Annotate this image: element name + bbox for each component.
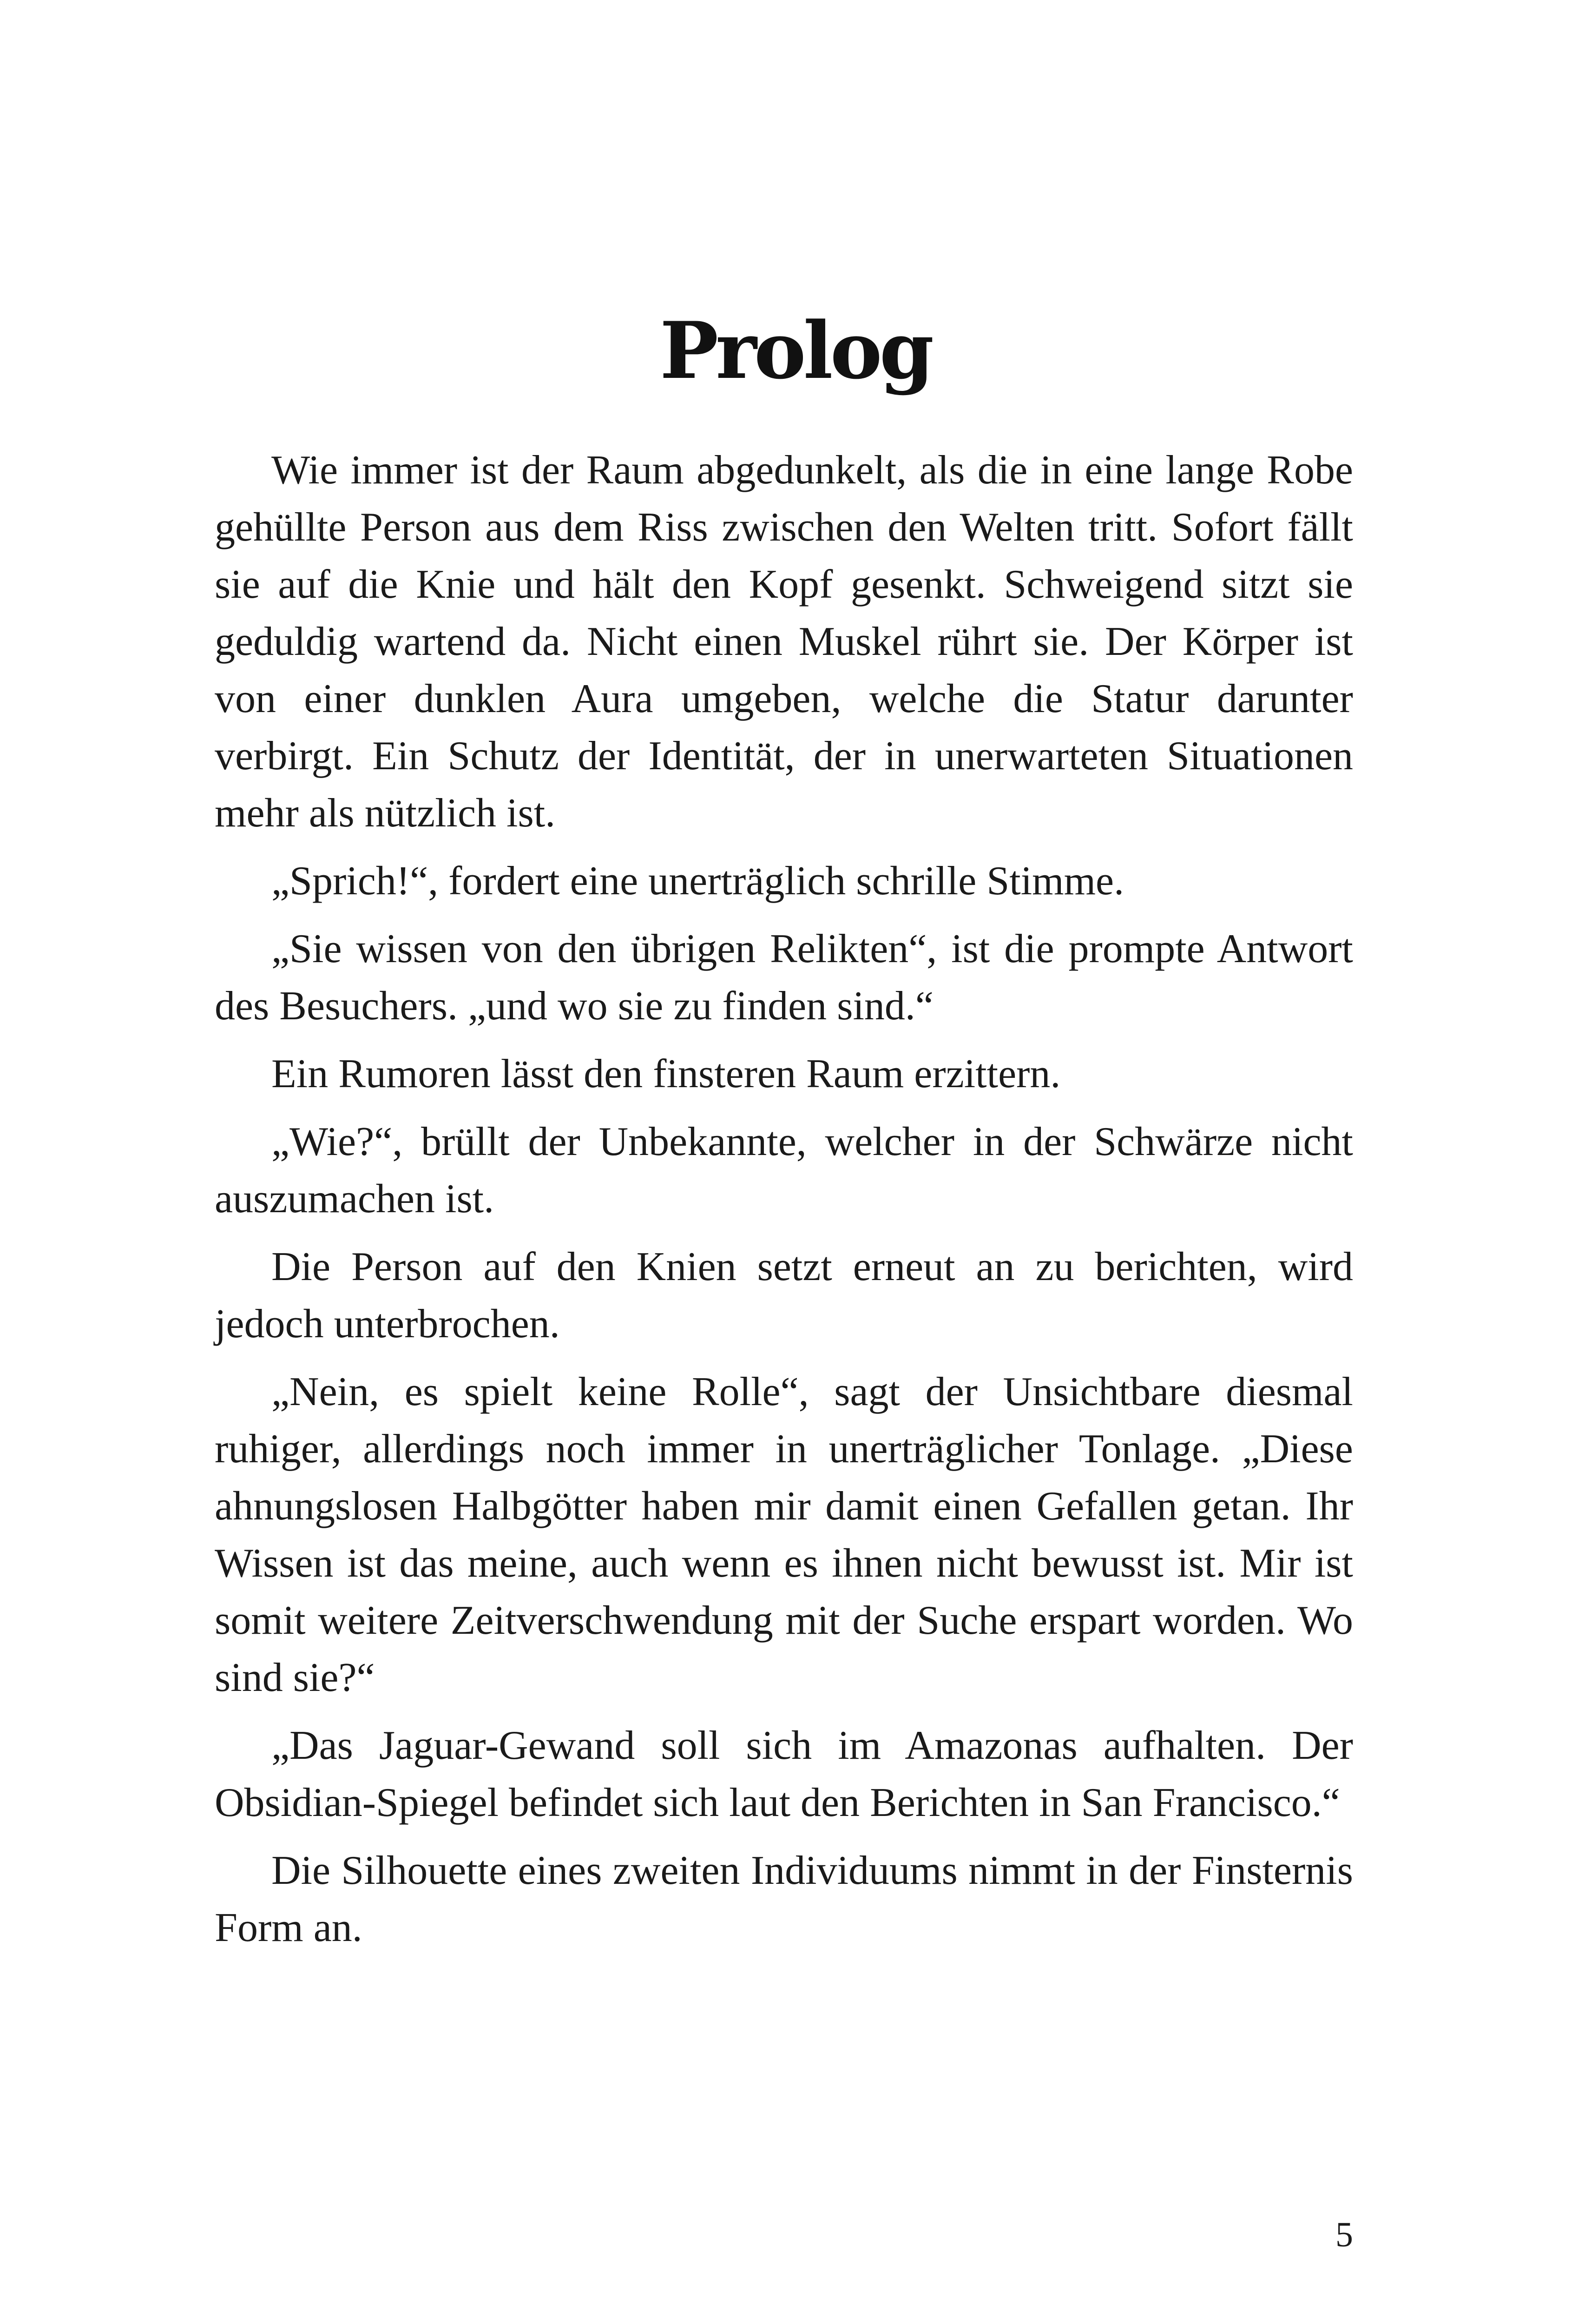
chapter-title: Prolog: [659, 304, 932, 396]
paragraph: Wie immer ist der Raum abgedunkelt, als die in eine lange Robe gehüllte Person aus dem Riss zwischen den Welten tritt. Sofort fällt sie auf die Knie und hält den Kopf gesenkt. Schweigend sitzt sie geduldig wartend da. Nicht einen Muskel rührt sie. Der Körper ist von einer dunklen Aura umgeben, welche die Statur darunter verbirgt. Ein Schutz der Identität, der in unerwarteten Situationen mehr als nützlich ist.: [215, 448, 1353, 836]
paragraph: „Nein, es spielt keine Rolle“, sagt der Unsichtbare diesmal ruhiger, allerdings noch immer in unerträglicher Tonlage. „Diese ahnungslosen Halbgötter haben mir damit einen Gefallen getan. Ihr Wissen ist das meine, auch wenn es ihnen nicht bewusst ist. Mir ist somit weitere Zeitverschwendung mit der Suche erspart worden. Wo sind sie?“: [215, 1369, 1353, 1700]
chapter-body: [215, 442, 1353, 1967]
paragraph: Die Silhouette eines zweiten Individuums nimmt in der Finsternis Form an.: [215, 1848, 1353, 1950]
paragraph: Ein Rumoren lässt den finsteren Raum erzittern.: [271, 1051, 1061, 1096]
paragraph: „Wie?“, brüllt der Unbekannte, welcher in der Schwärze nicht auszumachen ist.: [215, 1119, 1353, 1221]
paragraph: „Das Jaguar-Gewand soll sich im Amazonas aufhalten. Der Obsidian-Spiegel befindet sich laut den Berichten in San Francisco.“: [215, 1723, 1353, 1825]
paragraph: „Sprich!“, fordert eine unerträglich schrille Stimme.: [271, 858, 1124, 904]
paragraph: Die Person auf den Knien setzt erneut an zu berichten, wird jedoch unterbrochen.: [215, 1244, 1353, 1347]
paragraph: „Sie wissen von den übrigen Relikten“, ist die prompte Antwort des Besuchers. „und wo sie zu finden sind.“: [215, 926, 1353, 1029]
page-number: 5: [1335, 2215, 1353, 2254]
